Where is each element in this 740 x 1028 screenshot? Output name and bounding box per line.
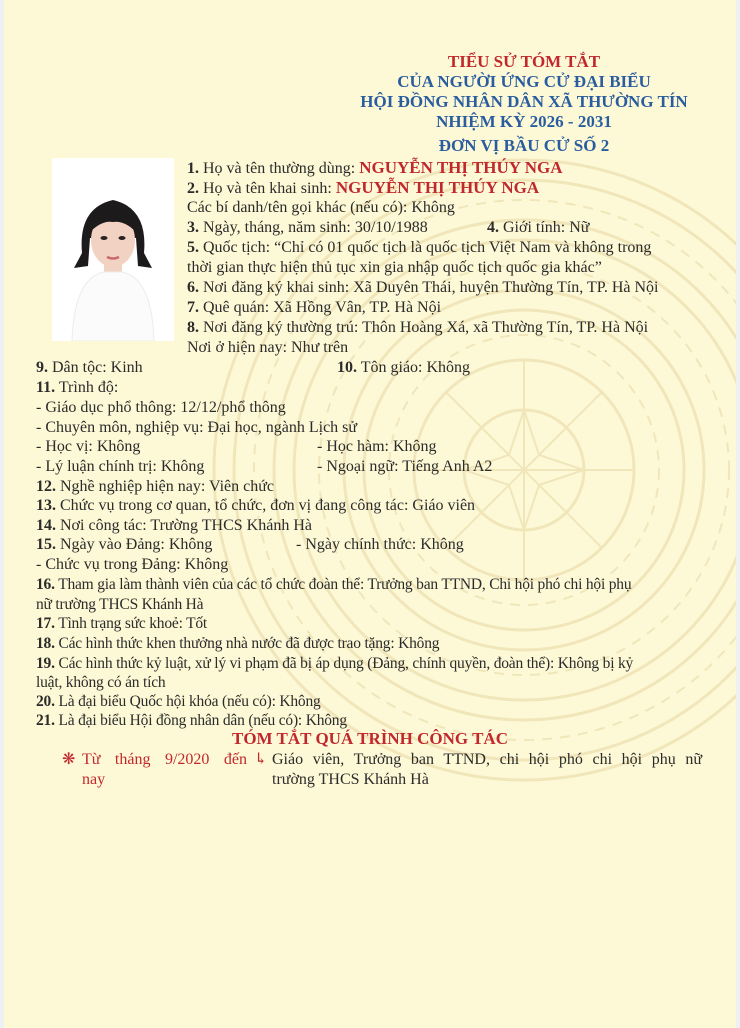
- work-period: Từ tháng 9/2020 đến: [82, 751, 247, 768]
- doc-title: TIỂU SỬ TÓM TẮT: [447, 52, 601, 71]
- field-awards: 18. Các hình thức khen thưởng nhà nước đã được trao tặng: Không: [36, 635, 440, 652]
- field-degree: - Học vị: Không: [36, 438, 141, 455]
- field-common-name: 1. Họ và tên thường dùng: NGUYỄN THỊ THÚY NGA: [187, 158, 563, 177]
- doc-subtitle-2: HỘI ĐỒNG NHÂN DÂN XÃ THƯỜNG TÍN: [360, 92, 688, 111]
- work-description-cont: trường THCS Khánh Hà: [272, 771, 429, 788]
- work-description: Giáo viên, Trưởng ban TTND, chi hội phó chi hội phụ nữ: [272, 751, 702, 768]
- field-workplace: 14. Nơi công tác: Trường THCS Khánh Hà: [36, 517, 312, 534]
- field-religion: 10. Tôn giáo: Không: [337, 359, 471, 376]
- field-birthdate: 3. Ngày, tháng, năm sinh: 30/10/1988: [187, 219, 428, 236]
- biography-page: [4, 0, 736, 1028]
- field-foreign-language: - Ngoại ngữ: Tiếng Anh A2: [317, 458, 493, 475]
- field-occupation: 12. Nghề nghiệp hiện nay: Viên chức: [36, 478, 275, 495]
- candidate-birth-name: NGUYỄN THỊ THÚY NGA: [335, 178, 540, 197]
- field-academic-title: - Học hàm: Không: [317, 438, 437, 455]
- work-history-title: TÓM TẮT QUÁ TRÌNH CÔNG TÁC: [232, 729, 508, 748]
- field-professional-major: - Chuyên môn, nghiệp vụ: Đại học, ngành Lịch sử: [36, 419, 358, 436]
- candidate-photo: [52, 158, 174, 341]
- field-discipline-cont: luật, không có án tích: [36, 674, 166, 691]
- field-gender: 4. Giới tính: Nữ: [487, 219, 590, 236]
- field-national-assembly: 20. Là đại biểu Quốc hội khóa (nếu có): Không: [36, 693, 321, 710]
- field-general-education: - Giáo dục phổ thông: 12/12/phổ thông: [36, 399, 286, 416]
- field-ethnicity: 9. Dân tộc: Kinh: [36, 359, 143, 376]
- field-birth-registration: 6. Nơi đăng ký khai sinh: Xã Duyên Thái, huyện Thường Tín, TP. Hà Nội: [187, 279, 659, 296]
- field-position: 13. Chức vụ trong cơ quan, tổ chức, đơn vị đang công tác: Giáo viên: [36, 497, 476, 514]
- field-party-official-date: - Ngày chính thức: Không: [296, 536, 464, 553]
- doc-subtitle-1: CỦA NGƯỜI ỨNG CỬ ĐẠI BIỂU: [397, 72, 651, 91]
- field-peoples-council: 21. Là đại biểu Hội đồng nhân dân (nếu có): Không: [36, 712, 347, 729]
- field-party-join-date: 15. Ngày vào Đảng: Không: [36, 536, 213, 553]
- field-organizations: 16. Tham gia làm thành viên của các tổ chức đoàn thể: Trưởng ban TTND, Chi hội phó chi hội phụ: [36, 576, 632, 593]
- field-nationality-cont: thời gian thực hiện thủ tục xin gia nhập quốc tịch quốc gia khác”: [187, 259, 602, 276]
- portrait-icon: [52, 158, 174, 341]
- field-nationality: 5. Quốc tịch: “Chỉ có 01 quốc tịch là quốc tịch Việt Nam và không trong: [187, 239, 652, 256]
- work-arrow-icon: ↳: [254, 751, 268, 768]
- field-current-residence: Nơi ở hiện nay: Như trên: [187, 339, 349, 356]
- field-organizations-cont: nữ trường THCS Khánh Hà: [36, 596, 204, 613]
- field-party-position: - Chức vụ trong Đảng: Không: [36, 556, 229, 573]
- field-alias: Các bí danh/tên gọi khác (nếu có): Không: [187, 199, 455, 216]
- work-period-cont: nay: [82, 771, 106, 788]
- doc-subtitle-3: NHIỆM KỲ 2026 - 2031: [436, 112, 612, 131]
- electoral-unit: ĐƠN VỊ BẦU CỬ SỐ 2: [438, 136, 610, 155]
- candidate-name: NGUYỄN THỊ THÚY NGA: [359, 158, 563, 177]
- field-permanent-residence: 8. Nơi đăng ký thường trú: Thôn Hoàng Xá, xã Thường Tín, TP. Hà Nội: [187, 319, 649, 336]
- field-discipline: 19. Các hình thức kỷ luật, xử lý vi phạm đã bị áp dụng (Đảng, chính quyền, đoàn thể): Không bị kỷ: [36, 655, 634, 672]
- field-hometown: 7. Quê quán: Xã Hồng Vân, TP. Hà Nội: [187, 299, 442, 316]
- work-bullet-icon: ❋: [62, 751, 76, 768]
- field-health: 17. Tình trạng sức khoẻ: Tốt: [36, 615, 208, 632]
- field-political-theory: - Lý luận chính trị: Không: [36, 458, 205, 475]
- field-qualifications: 11. Trình độ:: [36, 379, 119, 396]
- field-birth-name: 2. Họ và tên khai sinh: NGUYỄN THỊ THÚY NGA: [187, 178, 540, 197]
